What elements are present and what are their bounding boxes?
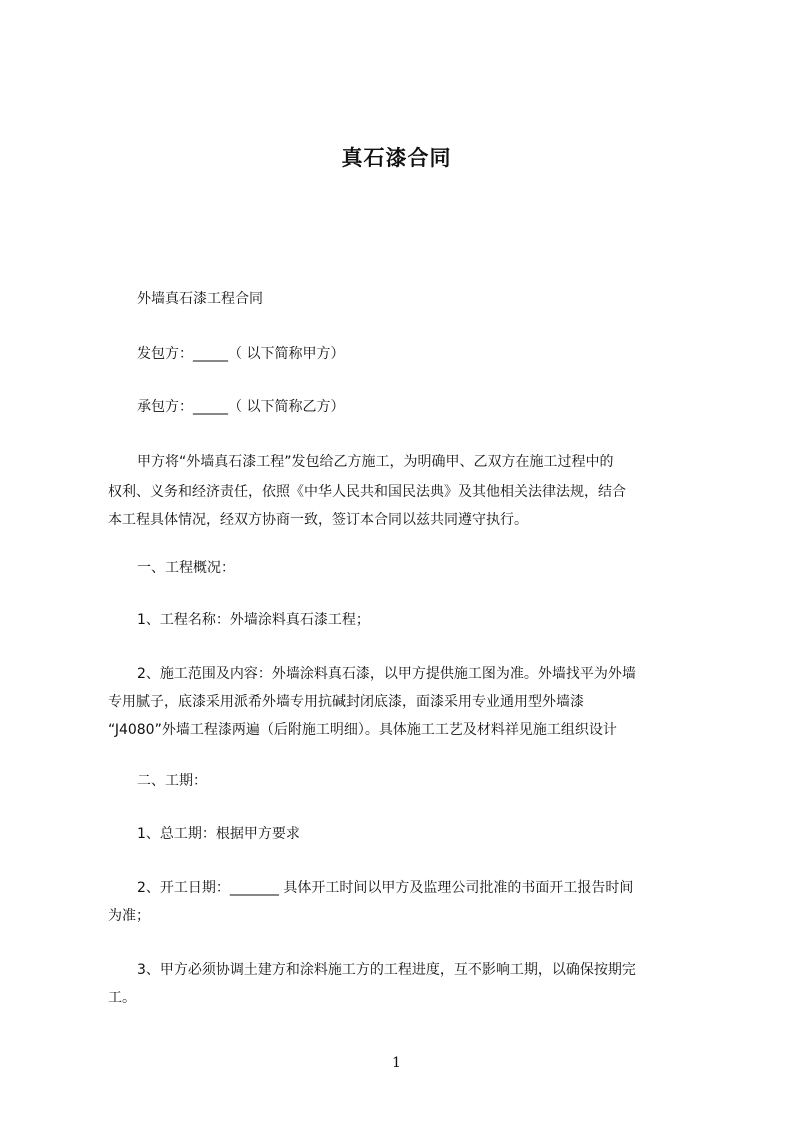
document-title: 真石漆合同 bbox=[341, 146, 452, 170]
preamble-line-2: 权利、义务和经济责任，依照《中华人民共和国民法典》及其他相关法律法规，结合 bbox=[108, 484, 626, 500]
section-2-item-3-line-2: 工。 bbox=[108, 990, 136, 1006]
section-1-heading: 一、工程概况： bbox=[137, 560, 235, 576]
section-2-item-2-line-1: 2、开工日期：_______ 具体开工时间以甲方及监理公司批准的书面开工报告时间 bbox=[137, 880, 634, 896]
section-1-item-2-line-1: 2、施工范围及内容：外墙涂料真石漆，以甲方提供施工图为准。外墙找平为外墙 bbox=[137, 666, 636, 682]
page-number: 1 bbox=[392, 1055, 401, 1071]
section-2-heading: 二、工期： bbox=[137, 773, 207, 789]
section-2-item-1: 1、总工期：根据甲方要求 bbox=[137, 826, 300, 842]
preamble-line-3: 本工程具体情况，经双方协商一致，签订本合同以兹共同遵守执行。 bbox=[108, 512, 528, 528]
section-1-item-1: 1、工程名称：外墙涂料真石漆工程； bbox=[137, 612, 370, 628]
section-1-item-2-line-2: 专用腻子，底漆采用派希外墙专用抗碱封闭底漆，面漆采用专业通用型外墙漆 bbox=[108, 694, 584, 710]
section-1-item-2-line-3: “J4080”外墙工程漆两遍（后附施工明细）。具体施工工艺及材料祥见施工组织设计 bbox=[108, 722, 617, 738]
section-2-item-3-line-1: 3、甲方必须协调土建方和涂料施工方的工程进度，互不影响工期，以确保按期完 bbox=[137, 962, 636, 978]
section-2-item-2-line-2: 为准； bbox=[108, 908, 150, 924]
contract-subtitle: 外墙真石漆工程合同 bbox=[137, 291, 263, 307]
preamble-line-1: 甲方将“外墙真石漆工程”发包给乙方施工，为明确甲、乙双方在施工过程中的 bbox=[137, 454, 614, 470]
party-b-line: 承包方：_____（ 以下简称乙方） bbox=[137, 399, 345, 415]
party-a-line: 发包方：_____（ 以下简称甲方） bbox=[137, 346, 345, 362]
